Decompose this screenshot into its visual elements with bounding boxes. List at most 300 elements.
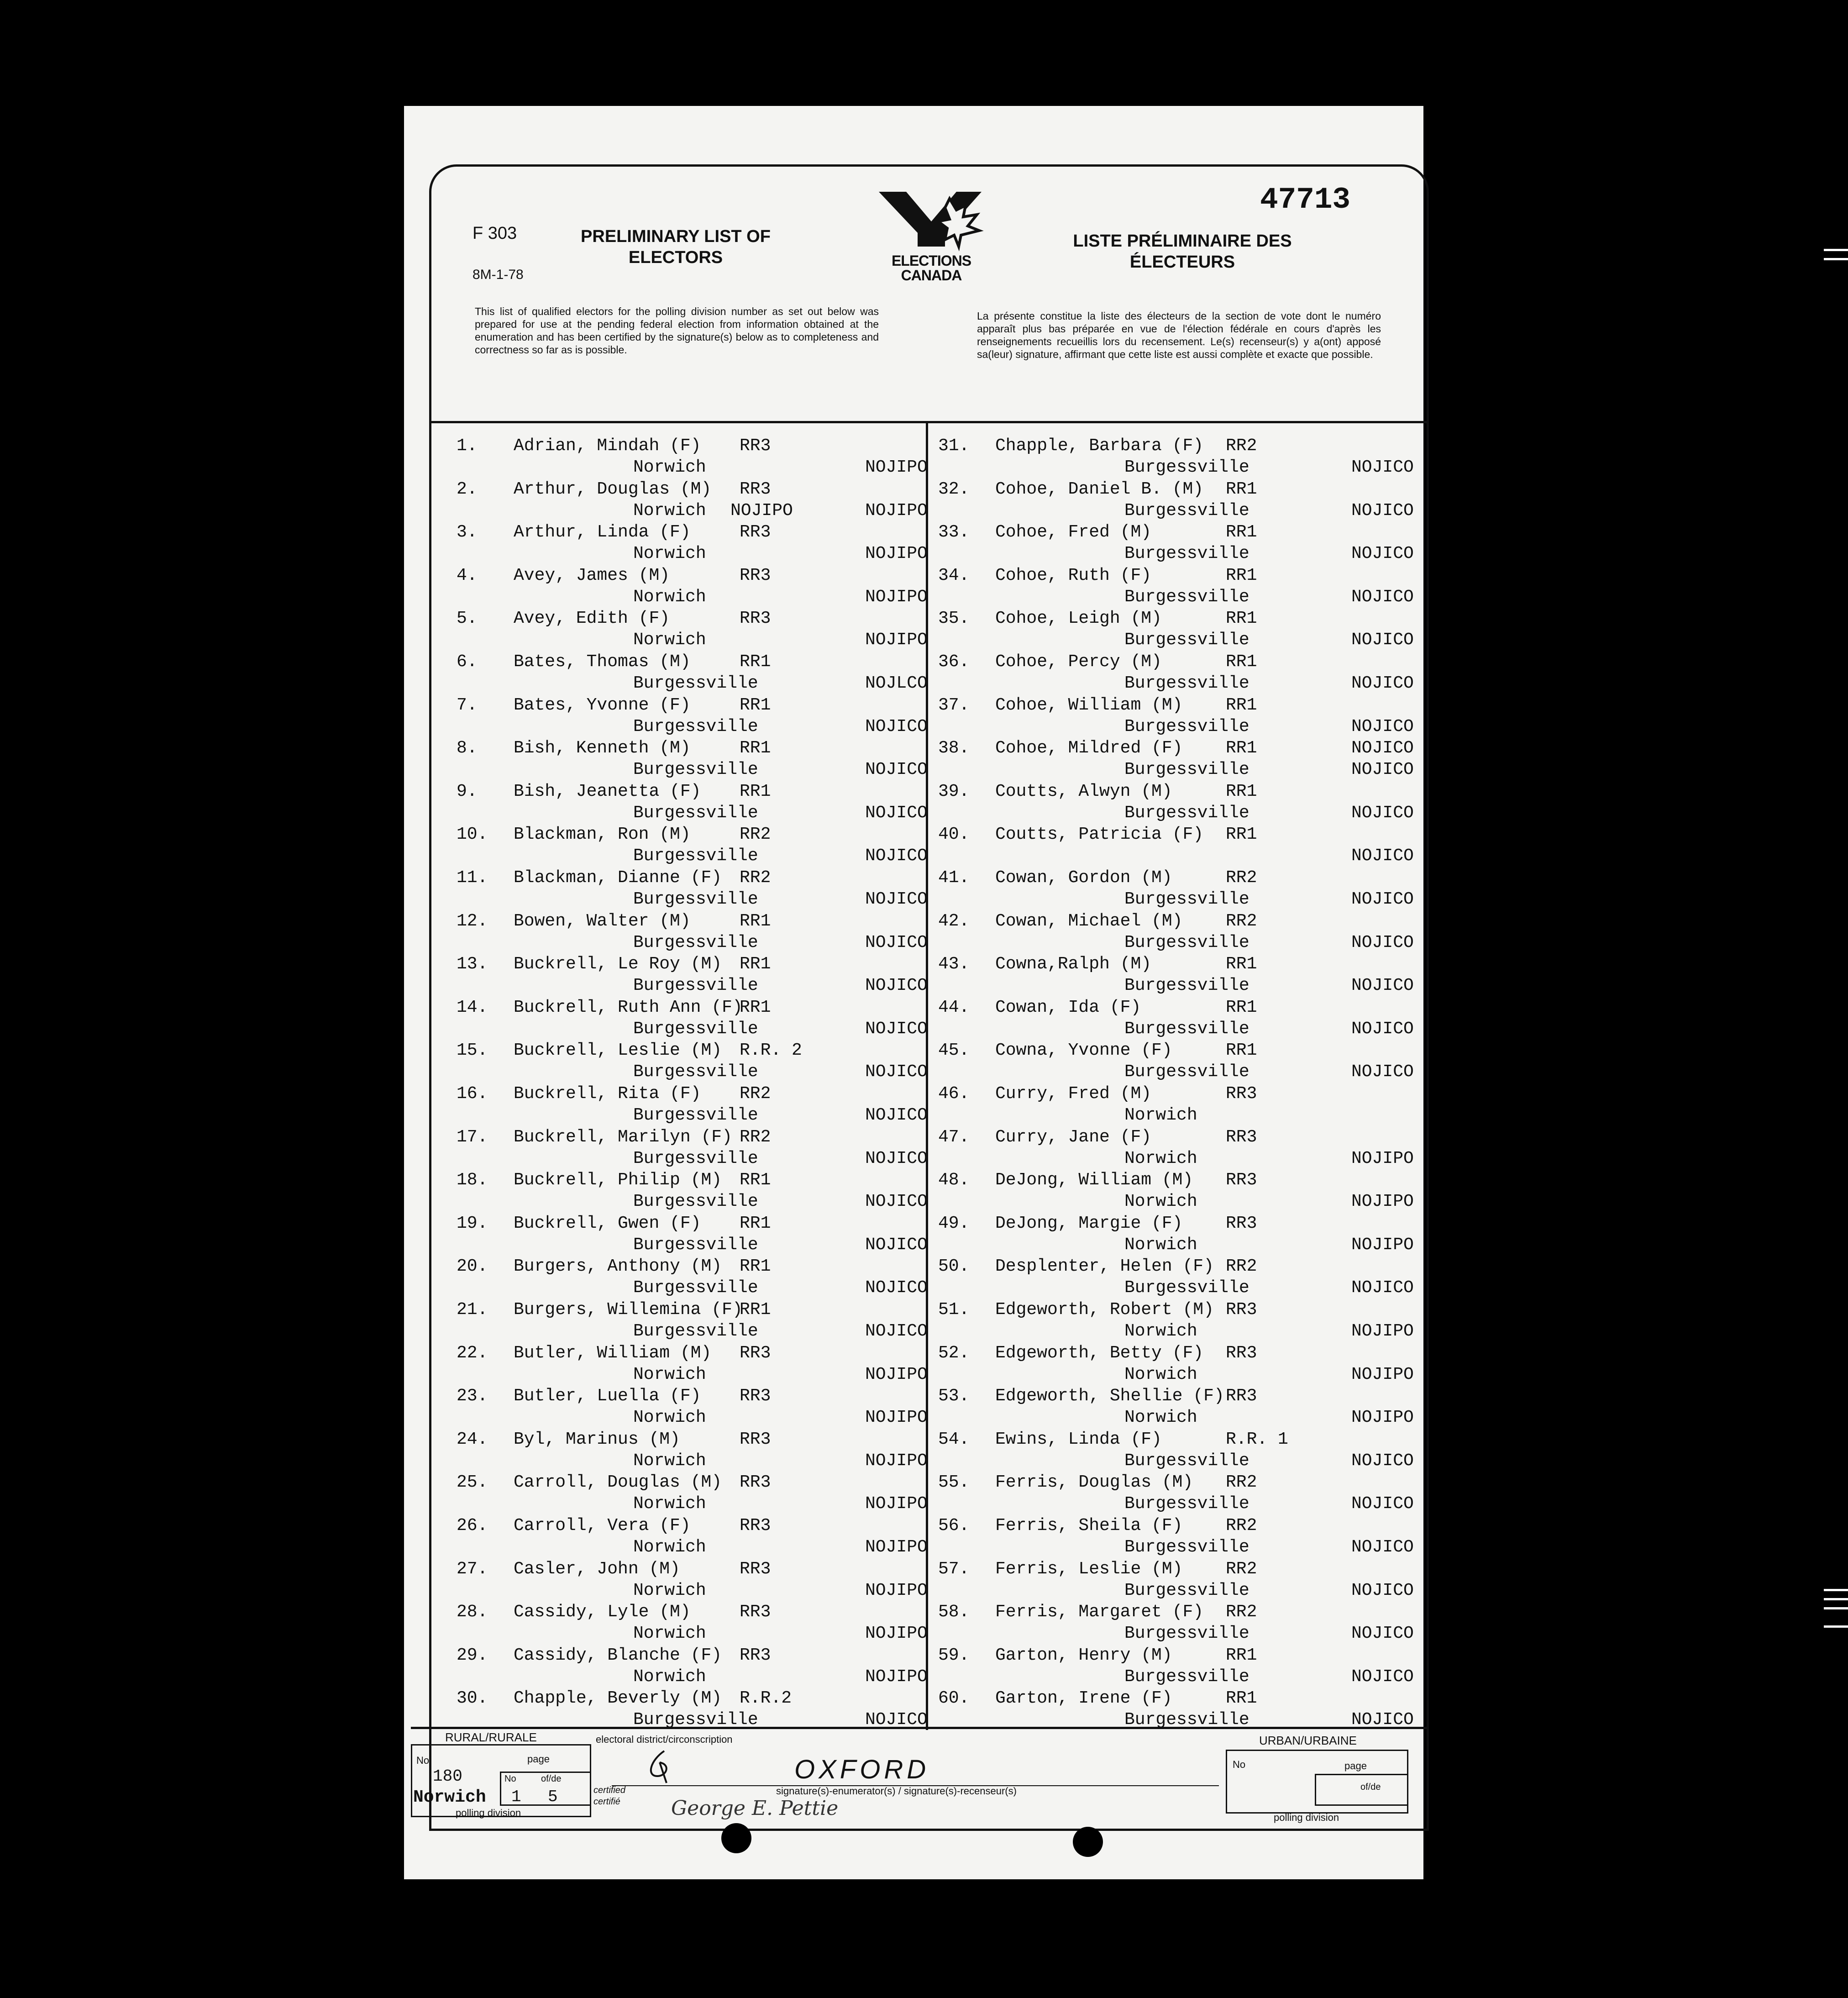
postal-code: NOJICO bbox=[1351, 1451, 1414, 1471]
postal-code: NOJICO bbox=[865, 1710, 928, 1730]
postal-code: NOJICO bbox=[1351, 1537, 1414, 1557]
elector-town: Burgessville bbox=[1124, 457, 1250, 477]
elector-number: 50. bbox=[938, 1257, 970, 1277]
serial-number: 47713 bbox=[1260, 183, 1351, 217]
page-no-label: No bbox=[504, 1774, 516, 1784]
postal-code: NOJICO bbox=[865, 1235, 928, 1255]
elector-town: Norwich bbox=[633, 587, 706, 607]
postal-code: NOJICO bbox=[1351, 803, 1414, 823]
elector-town: Burgessville bbox=[1124, 1580, 1250, 1600]
postal-code: NOJICO bbox=[1351, 1710, 1414, 1730]
postal-code: NOJICO bbox=[1351, 500, 1414, 521]
elector-name: Butler, Luella (F) bbox=[514, 1386, 701, 1406]
elector-number: 38. bbox=[938, 738, 970, 758]
elector-name: Avey, James (M) bbox=[514, 565, 670, 585]
elector-name: Cassidy, Blanche (F) bbox=[514, 1645, 722, 1665]
elector-name: Bowen, Walter (M) bbox=[514, 911, 691, 931]
elector-town: Burgessville bbox=[1124, 760, 1250, 780]
postal-code: NOJICO bbox=[865, 803, 928, 823]
urban-no-label: No bbox=[1233, 1759, 1246, 1770]
postal-code: NOJICO bbox=[1351, 544, 1414, 564]
postal-code: NOJIPO bbox=[865, 1580, 928, 1600]
elector-name: Edgeworth, Shellie (F) bbox=[995, 1386, 1224, 1406]
rural-route: RR3 bbox=[1226, 1300, 1257, 1320]
elector-name: Cowan, Ida (F) bbox=[995, 997, 1141, 1017]
elector-number: 14. bbox=[457, 997, 488, 1017]
elector-town: Burgessville bbox=[1124, 1019, 1250, 1039]
elector-number: 46. bbox=[938, 1084, 970, 1104]
rural-route: RR2 bbox=[740, 868, 771, 888]
elector-town: Burgessville bbox=[1124, 803, 1250, 823]
elector-name: Buckrell, Rita (F) bbox=[514, 1084, 701, 1104]
postal-code: NOJLCO bbox=[865, 673, 928, 693]
elector-town: Norwich bbox=[1124, 1192, 1197, 1212]
elector-number: 42. bbox=[938, 911, 970, 931]
elector-name: Garton, Henry (M) bbox=[995, 1645, 1172, 1665]
elector-number: 57. bbox=[938, 1559, 970, 1579]
certifie-label: certifié bbox=[593, 1797, 620, 1807]
elector-name: Cohoe, Fred (M) bbox=[995, 522, 1152, 542]
elector-number: 49. bbox=[938, 1213, 970, 1233]
elector-town: Burgessville bbox=[1124, 716, 1250, 736]
postal-code: NOJICO bbox=[865, 932, 928, 952]
urban-of-label: of/de bbox=[1360, 1782, 1381, 1792]
rural-route: RR1 bbox=[1226, 738, 1257, 758]
rural-route: RR3 bbox=[1226, 1213, 1257, 1233]
form-date: 8M-1-78 bbox=[472, 267, 524, 282]
elector-number: 26. bbox=[457, 1516, 488, 1535]
elector-number: 16. bbox=[457, 1084, 488, 1104]
elector-name: Bish, Kenneth (M) bbox=[514, 738, 691, 758]
elector-town: Burgessville bbox=[633, 1710, 758, 1730]
elector-town: Burgessville bbox=[1124, 1278, 1250, 1298]
urban-polling-division-label: polling division bbox=[1274, 1812, 1339, 1823]
rural-route: RR2 bbox=[1226, 868, 1257, 888]
elector-number: 35. bbox=[938, 609, 970, 629]
rural-route: RR2 bbox=[1226, 1602, 1257, 1622]
rural-route: RR3 bbox=[740, 436, 771, 456]
elector-number: 6. bbox=[457, 652, 478, 672]
elector-town: Burgessville bbox=[633, 889, 758, 909]
postal-code: NOJIPO bbox=[1351, 1235, 1414, 1255]
rural-route: RR3 bbox=[740, 479, 771, 499]
elector-name: Bates, Yvonne (F) bbox=[514, 695, 691, 715]
elector-number: 21. bbox=[457, 1300, 488, 1320]
elector-number: 30. bbox=[457, 1688, 488, 1709]
postal-code: NOJICO bbox=[1351, 1062, 1414, 1082]
postal-code: NOJICO bbox=[865, 1278, 928, 1298]
elector-town: Burgessville bbox=[1124, 889, 1250, 909]
title-english: PRELIMINARY LIST OF ELECTORS bbox=[581, 227, 771, 267]
elector-number: 13. bbox=[457, 954, 488, 974]
elector-town: Burgessville bbox=[633, 1192, 758, 1212]
elector-town: Norwich bbox=[633, 1494, 706, 1514]
elector-number: 31. bbox=[938, 436, 970, 456]
elector-name: Butler, William (M) bbox=[514, 1343, 712, 1363]
district-label: electoral district/circonscription bbox=[596, 1734, 733, 1745]
elector-number: 1. bbox=[457, 436, 478, 456]
postal-code: NOJICO bbox=[1351, 1624, 1414, 1644]
postal-code: NOJICO bbox=[1351, 630, 1414, 650]
rural-route: R.R. 2 bbox=[740, 1041, 802, 1061]
elector-town: Burgessville bbox=[633, 846, 758, 866]
elector-number: 37. bbox=[938, 695, 970, 715]
elector-town: Burgessville bbox=[633, 1278, 758, 1298]
postal-code: NOJICO bbox=[1351, 1580, 1414, 1600]
elector-town: Norwich bbox=[633, 1624, 706, 1644]
urban-label: URBAN/URBAINE bbox=[1259, 1734, 1357, 1747]
elector-town: Burgessville bbox=[633, 932, 758, 952]
elector-town: Norwich bbox=[633, 544, 706, 564]
elector-number: 5. bbox=[457, 609, 478, 629]
elector-name: Avey, Edith (F) bbox=[514, 609, 670, 629]
elector-number: 53. bbox=[938, 1386, 970, 1406]
rural-route: RR1 bbox=[740, 652, 771, 672]
elector-number: 10. bbox=[457, 825, 488, 845]
elector-number: 12. bbox=[457, 911, 488, 931]
elector-town: Burgessville bbox=[1124, 630, 1250, 650]
rural-route: RR2 bbox=[740, 1084, 771, 1104]
elector-name: Ferris, Douglas (M) bbox=[995, 1472, 1193, 1493]
postal-code: NOJIPO bbox=[865, 1624, 928, 1644]
rural-route: RR1 bbox=[740, 1257, 771, 1277]
elector-name: Cowan, Gordon (M) bbox=[995, 868, 1172, 888]
enumerator-signature: George E. Pettie bbox=[671, 1797, 839, 1820]
rural-route: R.R.2 bbox=[740, 1688, 792, 1709]
rural-route: RR1 bbox=[740, 695, 771, 715]
rural-route: RR1 bbox=[1226, 652, 1257, 672]
polling-division-name: Norwich bbox=[413, 1788, 486, 1807]
elector-town: Burgessville bbox=[1124, 1624, 1250, 1644]
elector-name: Desplenter, Helen (F) bbox=[995, 1257, 1214, 1277]
elector-town: Burgessville bbox=[633, 1148, 758, 1168]
form-number: F 303 bbox=[472, 224, 517, 243]
elector-name: Casler, John (M) bbox=[514, 1559, 680, 1579]
logo-wordmark: ELECTIONS CANADA bbox=[891, 252, 971, 284]
rural-route: RR2 bbox=[1226, 1516, 1257, 1535]
rural-route: RR3 bbox=[1226, 1386, 1257, 1406]
elector-number: 25. bbox=[457, 1472, 488, 1493]
elector-name: Curry, Jane (F) bbox=[995, 1127, 1152, 1147]
postal-code: NOJICO bbox=[1351, 932, 1414, 952]
postal-code: NOJICO bbox=[1351, 1278, 1414, 1298]
elector-name: Buckrell, Le Roy (M) bbox=[514, 954, 722, 974]
elector-name: Bates, Thomas (M) bbox=[514, 652, 691, 672]
signature-mark bbox=[639, 1749, 685, 1785]
rural-route: RR2 bbox=[740, 1127, 771, 1147]
elector-name: Edgeworth, Betty (F) bbox=[995, 1343, 1204, 1363]
elector-town: Burgessville bbox=[633, 1105, 758, 1125]
rural-route: RR1 bbox=[1226, 695, 1257, 715]
elector-number: 20. bbox=[457, 1257, 488, 1277]
elector-name: Blackman, Dianne (F) bbox=[514, 868, 722, 888]
elector-number: 52. bbox=[938, 1343, 970, 1363]
title-french: LISTE PRÉLIMINAIRE DES ÉLECTEURS bbox=[1073, 231, 1292, 272]
film-edge-mark bbox=[1824, 1625, 1848, 1628]
postal-code: NOJICO bbox=[1351, 673, 1414, 693]
rural-route: RR3 bbox=[740, 1386, 771, 1406]
elector-town: Burgessville bbox=[1124, 500, 1250, 521]
signature-label: signature(s)-enumerator(s) / signature(s)-recenseur(s) bbox=[776, 1785, 1017, 1797]
elector-name: Byl, Marinus (M) bbox=[514, 1429, 680, 1449]
postal-code: NOJICO bbox=[1351, 457, 1414, 477]
rural-route: RR3 bbox=[1226, 1084, 1257, 1104]
postal-code: NOJICO bbox=[865, 1321, 928, 1341]
elector-name: Carroll, Vera (F) bbox=[514, 1516, 691, 1535]
elector-town: Norwich bbox=[633, 500, 706, 521]
postal-code: NOJICO bbox=[865, 846, 928, 866]
elector-name: Burgers, Anthony (M) bbox=[514, 1257, 722, 1277]
postal-code: NOJIPO bbox=[865, 1537, 928, 1557]
elector-number: 40. bbox=[938, 825, 970, 845]
elector-name: Ferris, Leslie (M) bbox=[995, 1559, 1183, 1579]
of-label: of/de bbox=[541, 1774, 562, 1784]
rural-route: RR3 bbox=[740, 1645, 771, 1665]
postal-code: NOJICO bbox=[865, 1192, 928, 1212]
rural-route: RR1 bbox=[1226, 565, 1257, 585]
rural-route: RR3 bbox=[740, 1602, 771, 1622]
elector-name: Buckrell, Marilyn (F) bbox=[514, 1127, 732, 1147]
postal-code: NOJIPO bbox=[865, 1667, 928, 1687]
rural-route: RR3 bbox=[740, 522, 771, 542]
elector-town: Burgessville bbox=[1124, 587, 1250, 607]
postal-code: NOJIPO bbox=[1351, 1148, 1414, 1168]
elector-number: 22. bbox=[457, 1343, 488, 1363]
rural-route: RR1 bbox=[740, 781, 771, 801]
elector-town: Burgessville bbox=[633, 673, 758, 693]
elector-name: Buckrell, Gwen (F) bbox=[514, 1213, 701, 1233]
film-edge-mark bbox=[1824, 1589, 1848, 1591]
rural-route: RR1 bbox=[1226, 479, 1257, 499]
elector-town: Norwich bbox=[1124, 1408, 1197, 1428]
elector-name: DeJong, William (M) bbox=[995, 1170, 1193, 1190]
elector-number: 28. bbox=[457, 1602, 488, 1622]
rural-route: RR3 bbox=[740, 609, 771, 629]
rural-route: RR3 bbox=[1226, 1170, 1257, 1190]
elector-name: Garton, Irene (F) bbox=[995, 1688, 1172, 1709]
urban-page-label: page bbox=[1344, 1760, 1367, 1772]
elector-town: Norwich bbox=[1124, 1148, 1197, 1168]
rural-route: RR3 bbox=[740, 1472, 771, 1493]
elector-name: Arthur, Linda (F) bbox=[514, 522, 691, 542]
elector-number: 23. bbox=[457, 1386, 488, 1406]
elector-town: Burgessville bbox=[633, 716, 758, 736]
elector-number: 3. bbox=[457, 522, 478, 542]
page-number: 1 bbox=[511, 1788, 521, 1806]
postal-code: NOJICO bbox=[1351, 846, 1414, 866]
elector-town: Burgessville bbox=[633, 760, 758, 780]
rural-route: RR1 bbox=[740, 1170, 771, 1190]
elector-number: 56. bbox=[938, 1516, 970, 1535]
elector-name: Buckrell, Philip (M) bbox=[514, 1170, 722, 1190]
postal-code: NOJICO bbox=[1351, 976, 1414, 996]
elector-name: Buckrell, Leslie (M) bbox=[514, 1041, 722, 1061]
rural-route: RR3 bbox=[740, 565, 771, 585]
postal-code: NOJIPO bbox=[1351, 1321, 1414, 1341]
elector-number: 17. bbox=[457, 1127, 488, 1147]
rural-route: RR1 bbox=[1226, 997, 1257, 1017]
rural-route: RR1 bbox=[740, 1300, 771, 1320]
elector-number: 4. bbox=[457, 565, 478, 585]
postal-code: NOJICO bbox=[865, 1148, 928, 1168]
elector-name: Buckrell, Ruth Ann (F) bbox=[514, 997, 743, 1017]
polling-division-number: 180 bbox=[433, 1767, 462, 1786]
elector-number: 44. bbox=[938, 997, 970, 1017]
film-edge-mark bbox=[1824, 1598, 1848, 1600]
elector-town: Burgessville bbox=[633, 1321, 758, 1341]
elector-number: 47. bbox=[938, 1127, 970, 1147]
film-edge-mark bbox=[1824, 258, 1848, 260]
elector-town: Burgessville bbox=[633, 803, 758, 823]
elector-town: Burgessville bbox=[1124, 1710, 1250, 1730]
certified-label: certified bbox=[593, 1785, 626, 1795]
elector-number: 45. bbox=[938, 1041, 970, 1061]
rural-route: RR1 bbox=[1226, 781, 1257, 801]
rural-route: RR1 bbox=[740, 997, 771, 1017]
postal-code: NOJIPO bbox=[865, 544, 928, 564]
elector-town: Norwich bbox=[633, 1580, 706, 1600]
rural-route: RR1 bbox=[740, 738, 771, 758]
rural-route: RR2 bbox=[1226, 1257, 1257, 1277]
rural-route: RR1 bbox=[1226, 825, 1257, 845]
postal-code: NOJIPO bbox=[865, 1451, 928, 1471]
elector-town: Burgessville bbox=[633, 976, 758, 996]
page-total: 5 bbox=[548, 1788, 558, 1806]
elector-name: Cohoe, Mildred (F) bbox=[995, 738, 1183, 758]
postal-code: NOJIPO bbox=[865, 630, 928, 650]
postal-code: NOJICO bbox=[865, 716, 928, 736]
intro-english: This list of qualified electors for the polling division number as set out below was prepared for use at the pending federal election from information obtained at the enumeration and has been certified by the signature(s) below as to completeness and correctness so far as is possible. bbox=[475, 305, 879, 356]
elector-number: 39. bbox=[938, 781, 970, 801]
rural-route: RR1 bbox=[1226, 1688, 1257, 1709]
rural-route: RR1 bbox=[1226, 954, 1257, 974]
elector-number: 51. bbox=[938, 1300, 970, 1320]
elector-town: Norwich bbox=[633, 1408, 706, 1428]
elector-town: Burgessville bbox=[1124, 976, 1250, 996]
elector-number: 41. bbox=[938, 868, 970, 888]
postal-code: NOJICO bbox=[1351, 889, 1414, 909]
elector-name: Cohoe, Percy (M) bbox=[995, 652, 1162, 672]
elector-town: Burgessville bbox=[1124, 1494, 1250, 1514]
postal-code: NOJIPO bbox=[1351, 1192, 1414, 1212]
postal-code: NOJICO bbox=[865, 1062, 928, 1082]
elector-name: Ewins, Linda (F) bbox=[995, 1429, 1162, 1449]
elector-name: Cowna, Yvonne (F) bbox=[995, 1041, 1172, 1061]
elector-number: 32. bbox=[938, 479, 970, 499]
elector-number: 15. bbox=[457, 1041, 488, 1061]
polling-division-label: polling division bbox=[456, 1807, 521, 1819]
rural-route: RR2 bbox=[1226, 1559, 1257, 1579]
rural-route: RR1 bbox=[1226, 1645, 1257, 1665]
elector-town: Burgessville bbox=[1124, 932, 1250, 952]
electoral-district: OXFORD bbox=[794, 1755, 930, 1784]
rural-route: RR2 bbox=[740, 825, 771, 845]
elector-name: Cohoe, William (M) bbox=[995, 695, 1183, 715]
elector-number: 43. bbox=[938, 954, 970, 974]
elector-number: 24. bbox=[457, 1429, 488, 1449]
elector-town: Norwich bbox=[1124, 1321, 1197, 1341]
elector-town: Burgessville bbox=[633, 1062, 758, 1082]
elector-town: Norwich bbox=[633, 630, 706, 650]
elector-name: Coutts, Alwyn (M) bbox=[995, 781, 1172, 801]
elector-town: Norwich bbox=[633, 1451, 706, 1471]
rural-route: RR1 bbox=[740, 954, 771, 974]
postal-code: NOJIPO bbox=[865, 1494, 928, 1514]
elector-number: 60. bbox=[938, 1688, 970, 1709]
page-label: page bbox=[527, 1753, 550, 1765]
elector-town: Burgessville bbox=[1124, 544, 1250, 564]
rural-route: RR3 bbox=[1226, 1127, 1257, 1147]
elector-number: 54. bbox=[938, 1429, 970, 1449]
rural-route: RR1 bbox=[740, 1213, 771, 1233]
elector-number: 36. bbox=[938, 652, 970, 672]
punch-hole bbox=[1073, 1827, 1103, 1857]
elector-town: Burgessville bbox=[1124, 1451, 1250, 1471]
film-edge-mark bbox=[1824, 1607, 1848, 1609]
header-divider bbox=[429, 421, 1429, 423]
elector-name: Burgers, Willemina (F) bbox=[514, 1300, 743, 1320]
elector-name: Coutts, Patricia (F) bbox=[995, 825, 1204, 845]
elector-town: Burgessville bbox=[633, 1019, 758, 1039]
postal-code: NOJIPO bbox=[1351, 1364, 1414, 1384]
elector-town: Norwich bbox=[1124, 1105, 1197, 1125]
elector-number: 59. bbox=[938, 1645, 970, 1665]
rural-route: RR3 bbox=[740, 1429, 771, 1449]
postal-code: NOJIPO bbox=[1351, 1408, 1414, 1428]
elector-town: Burgessville bbox=[1124, 1537, 1250, 1557]
rural-route: RR3 bbox=[740, 1516, 771, 1535]
elector-name: Blackman, Ron (M) bbox=[514, 825, 691, 845]
elector-town: Norwich bbox=[1124, 1364, 1197, 1384]
elector-number: 11. bbox=[457, 868, 488, 888]
elector-town: Norwich bbox=[633, 1537, 706, 1557]
elector-town: Norwich bbox=[633, 1364, 706, 1384]
elector-name: DeJong, Margie (F) bbox=[995, 1213, 1183, 1233]
elector-number: 29. bbox=[457, 1645, 488, 1665]
postal-code: NOJIPO bbox=[865, 500, 928, 521]
postal-code: NOJIPO bbox=[865, 1408, 928, 1428]
elector-name: Cowna,Ralph (M) bbox=[995, 954, 1152, 974]
postal-code: NOJICO bbox=[865, 976, 928, 996]
elector-town: Burgessville bbox=[633, 1235, 758, 1255]
postal-code: NOJICO bbox=[865, 1105, 928, 1125]
postal-code: NOJICO bbox=[865, 889, 928, 909]
elector-name: Arthur, Douglas (M) bbox=[514, 479, 712, 499]
rural-route: RR1 bbox=[1226, 522, 1257, 542]
postal-code: NOJICO bbox=[1351, 716, 1414, 736]
elector-number: 7. bbox=[457, 695, 478, 715]
rural-route: RR2 bbox=[1226, 1472, 1257, 1493]
rural-route: RR1 bbox=[1226, 609, 1257, 629]
elector-town: Burgessville bbox=[1124, 673, 1250, 693]
elector-number: 33. bbox=[938, 522, 970, 542]
elector-number: 34. bbox=[938, 565, 970, 585]
elector-name: Cassidy, Lyle (M) bbox=[514, 1602, 691, 1622]
elector-number: 27. bbox=[457, 1559, 488, 1579]
elector-name: Chapple, Barbara (F) bbox=[995, 436, 1204, 456]
elector-name: Ferris, Sheila (F) bbox=[995, 1516, 1183, 1535]
rural-route: RR1 bbox=[1226, 1041, 1257, 1061]
elector-number: 9. bbox=[457, 781, 478, 801]
postal-code: NOJIPO bbox=[865, 457, 928, 477]
elector-name: Edgeworth, Robert (M) bbox=[995, 1300, 1214, 1320]
elector-town: Burgessville bbox=[1124, 1667, 1250, 1687]
postal-code-extra: NOJIPO bbox=[730, 500, 793, 521]
intro-french: La présente constitue la liste des électeurs de la section de vote dont le numéro apparaît plus bas préparée en vue de l'élection fédérale en cours d'après les renseignements recueillis lors du recensement. Le(s) recenseur(s) y a(ont) apposé sa(leur) signature, affirmant que cette liste est aussi complète et exacte que possible. bbox=[977, 310, 1381, 360]
elector-name: Carroll, Douglas (M) bbox=[514, 1472, 722, 1493]
postal-code: NOJICO bbox=[1351, 1019, 1414, 1039]
elector-town: Norwich bbox=[633, 1667, 706, 1687]
